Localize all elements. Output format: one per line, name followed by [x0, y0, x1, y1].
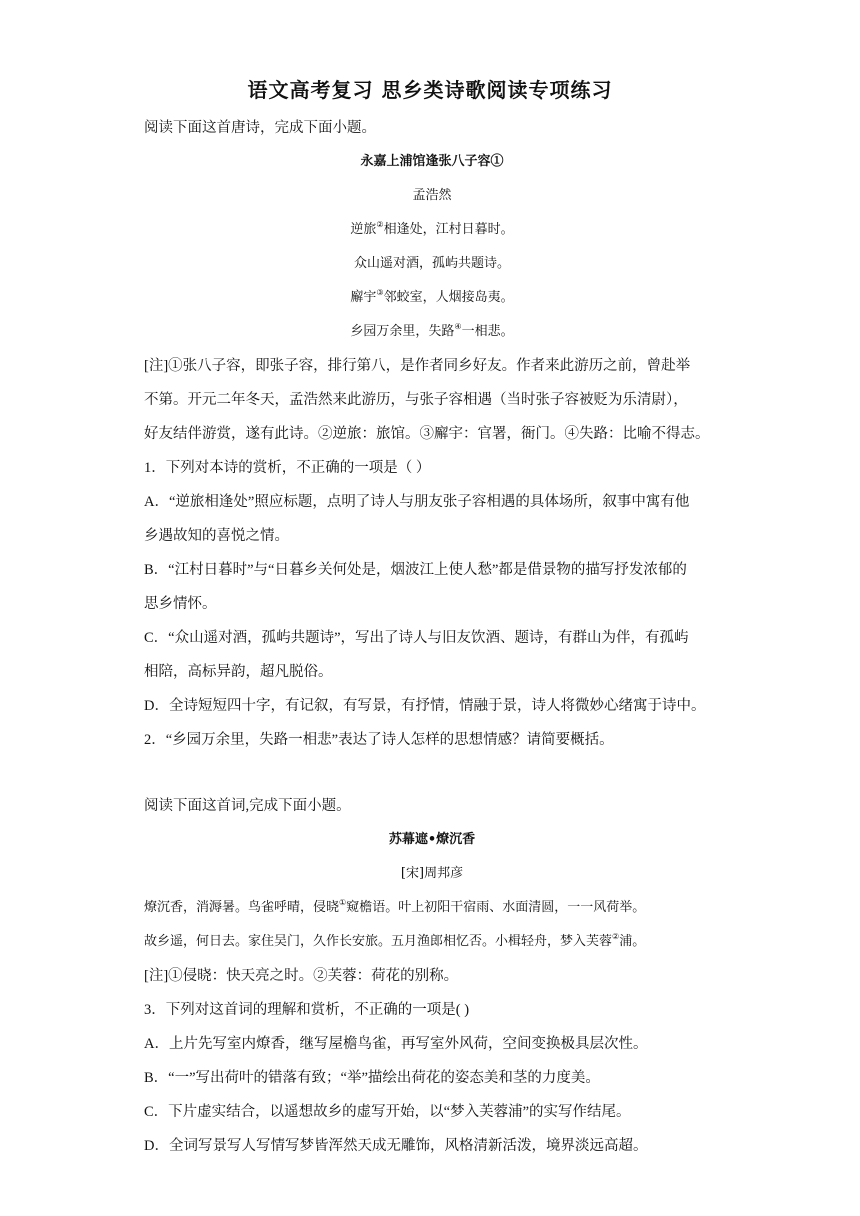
poem2-note: [注]①侵晓：快天亮之时。②芙蓉：荷花的别称。: [144, 968, 459, 984]
poem1-author: 孟浩然: [412, 188, 452, 203]
question-1: 1．下列对本诗的赏析，不正确的一项是（ ）: [144, 460, 431, 476]
poem1-line: [144, 288, 720, 308]
question-3-option-b: B．“一”写出荷叶的错落有致；“举”描绘出荷花的姿态美和茎的力度美。: [144, 1070, 600, 1086]
question-3-option-a: A．上片先写室内燎香，继写屋檐鸟雀，再写室外风荷，空间变换极具层次性。: [144, 1036, 648, 1052]
question-1-option-c: C．“众山遥对酒，孤屿共题诗”，写出了诗人与旧友饮酒、题诗，有群山为伴，有孤屿: [144, 630, 689, 646]
question-3: 3．下列对这首词的理解和赏析，不正确的一项是( ): [144, 1002, 470, 1018]
poem1-line: [144, 254, 720, 274]
question-3-option-c: C．下片虚实结合，以遥想故乡的虚写开始，以“梦入芙蓉浦”的实写作结尾。: [144, 1104, 631, 1120]
question-1-option-a-cont: 乡遇故知的喜悦之情。: [144, 528, 289, 544]
question-1-option-b-cont: 思乡情怀。: [144, 596, 217, 612]
poem-text: 众山遥对酒，孤屿共题诗。: [353, 256, 510, 271]
footnote-marker: ②: [376, 220, 384, 229]
poem1-line: [144, 220, 720, 240]
poem-text: 故乡遥，何日去。家住吴门，久作长安旅。五月渔郎相忆否。小楫轻舟，梦入芙蓉: [144, 934, 613, 949]
poem2-author: [宋]周邦彦: [400, 866, 464, 881]
footnote-marker: ①: [339, 898, 347, 907]
question-1-option-a: A．“逆旅相逢处”照应标题，点明了诗人与朋友张子容相遇的具体场所，叙事中寓有他: [144, 494, 690, 510]
poem2-line: [144, 898, 720, 918]
poem-text: 乡园万余里，失路: [350, 324, 455, 339]
question-1-option-b: B．“江村日暮时”与“日暮乡关何处是，烟波江上使人愁”都是借景物的描写抒发浓郁的: [144, 562, 687, 578]
section1-intro: 阅读下面这首唐诗，完成下面小题。: [144, 120, 376, 136]
poem1-note: 不第。开元二年冬天，孟浩然来此游历，与张子容相遇（当时张子容被贬为乐清尉），: [144, 392, 688, 408]
question-2: 2．“乡园万余里，失路一相悲”表达了诗人怎样的思想情感？请简要概括。: [144, 732, 614, 748]
footnote-marker: ④: [454, 322, 462, 331]
poem-text: 逆旅: [350, 222, 377, 237]
poem1-note: [注]①张八子容，即张子容，排行第八，是作者同乡好友。作者来此游历之前，曾赴举: [144, 358, 691, 374]
poem-text: 燎沉香，消溽暑。鸟雀呼晴，侵晓: [144, 900, 340, 915]
poem-text: 窥檐语。叶上初阳干宿雨、水面清圆，一一风荷举。: [346, 900, 646, 915]
page-title: 语文高考复习 思乡类诗歌阅读专项练习: [247, 78, 613, 102]
poem2-title: 苏幕遮•燎沉香: [388, 832, 476, 847]
question-1-option-d: D．全诗短短四十字，有记叙，有写景，有抒情，情融于景，诗人将微妙心绪寓于诗中。: [144, 698, 706, 714]
question-1-option-c-cont: 相陪，高标异韵，超凡脱俗。: [144, 664, 333, 680]
question-3-option-d: D．全词写景写人写情写梦皆浑然天成无雕饰，风格清新活泼，境界淡远高超。: [144, 1138, 648, 1154]
poem-text: 邻蛟室，人烟接岛夷。: [383, 290, 514, 305]
section2-intro: 阅读下面这首词,完成下面小题。: [144, 798, 351, 814]
poem1-title: 永嘉上浦馆逢张八子容①: [360, 154, 504, 169]
poem-text: 浦。: [619, 934, 646, 949]
poem-text: 相逢处，江村日暮时。: [383, 222, 514, 237]
poem-text: 廨宇: [350, 290, 377, 305]
footnote-marker: ③: [376, 288, 384, 297]
footnote-marker: ②: [612, 932, 620, 941]
poem2-line: [144, 932, 720, 952]
poem1-note: 好友结伴游赏，遂有此诗。②逆旅：旅馆。③廨宇：官署，衙门。④失路：比喻不得志。: [144, 426, 710, 442]
poem1-line: [144, 322, 720, 342]
poem-text: 一相悲。: [461, 324, 514, 339]
